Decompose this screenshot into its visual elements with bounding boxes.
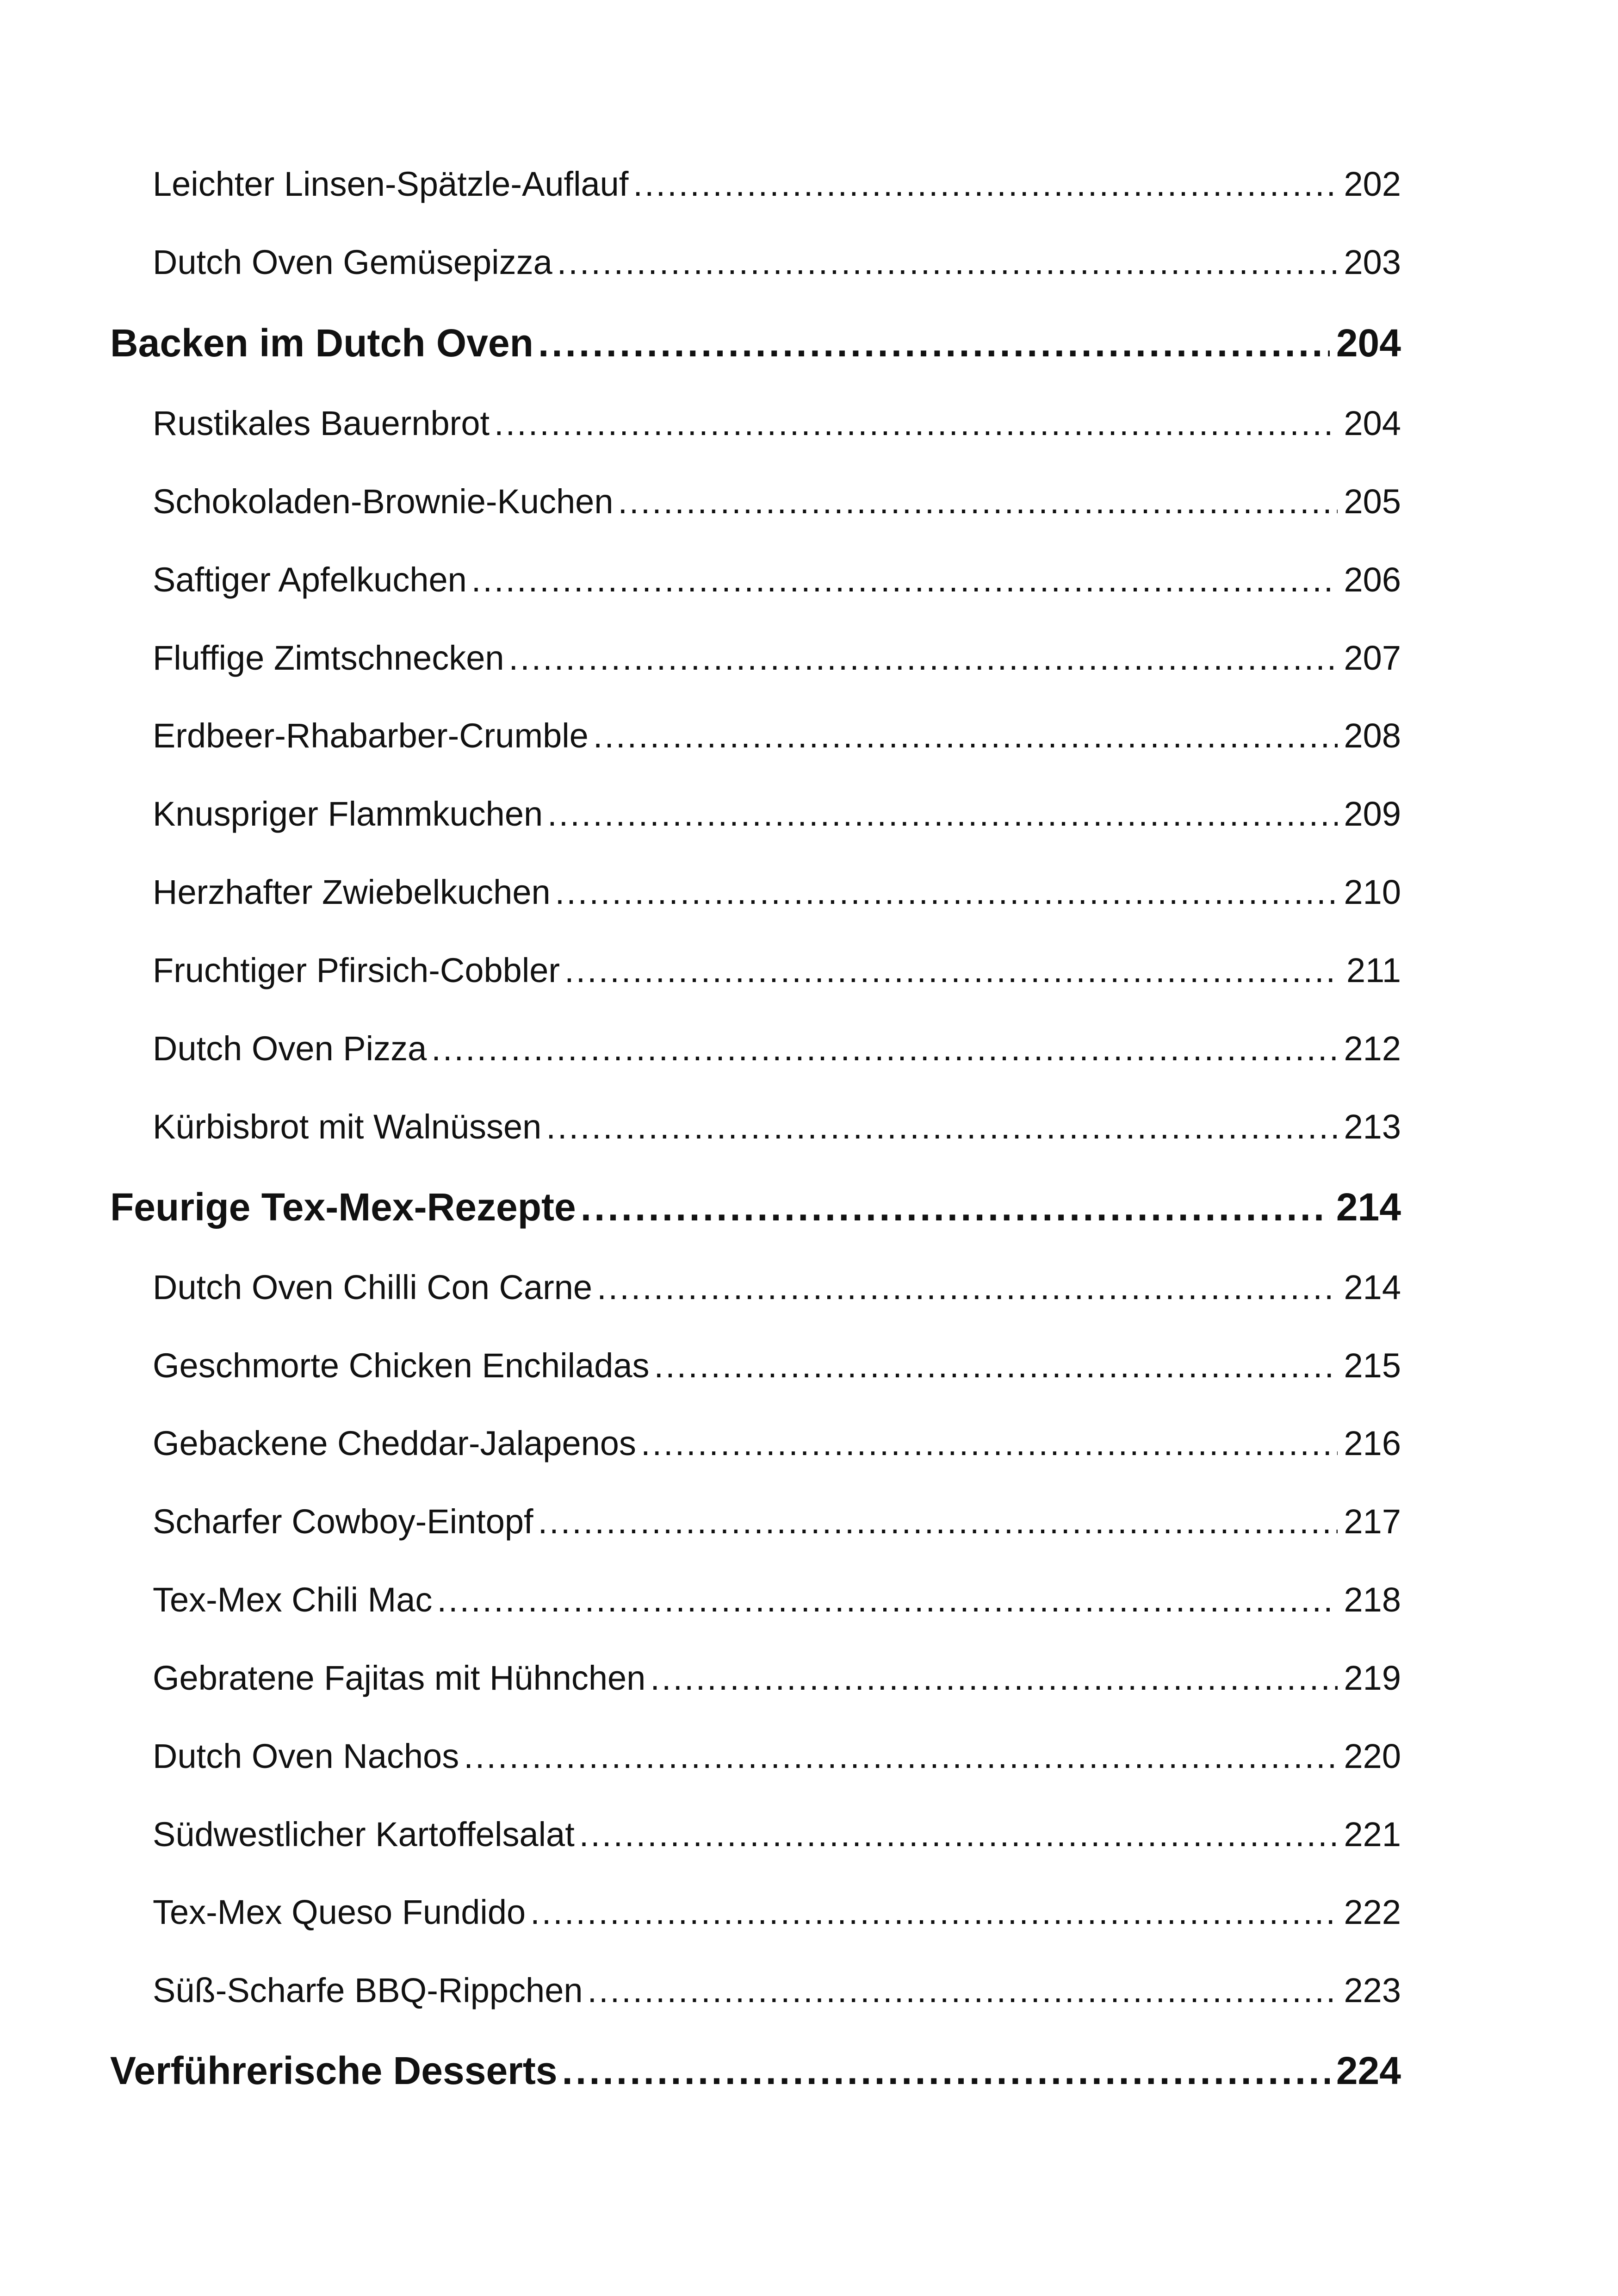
toc-entry-title: Tex-Mex Queso Fundido [153,1893,526,1931]
toc-entry-title: Scharfer Cowboy-Eintopf [153,1502,533,1541]
dot-leader [579,1815,1338,1854]
dot-leader [538,1502,1338,1541]
toc-entry-page: 205 [1344,482,1401,521]
toc-entry [153,404,1401,443]
toc-entry-page: 215 [1344,1346,1401,1385]
toc-entry-title: Tex-Mex Chili Mac [153,1580,433,1619]
toc-section-title: Verführerische Desserts [110,2049,558,2092]
toc-entry [153,1815,1401,1854]
toc-section [110,321,1401,366]
toc-entry [153,716,1401,755]
toc-entry [153,560,1401,599]
toc-entry-page: 203 [1344,243,1401,281]
toc-section [110,1185,1401,1230]
toc-entry-page: 218 [1344,1580,1401,1619]
toc-entry [153,794,1401,834]
dot-leader [562,2048,1330,2093]
dot-leader [530,1892,1337,1932]
toc-entry-page: 214 [1344,1268,1401,1307]
dot-leader [581,1185,1330,1230]
dot-leader [557,243,1338,282]
toc-entry-page: 204 [1344,404,1401,442]
toc-entry-page: 223 [1344,1971,1401,2010]
toc-entry [153,482,1401,521]
dot-leader [494,404,1337,443]
toc-entry-page: 212 [1344,1029,1401,1068]
toc-entry-page: 208 [1344,716,1401,755]
toc-entry-title: Geschmorte Chicken Enchiladas [153,1346,650,1385]
toc-entry-title: Dutch Oven Chilli Con Carne [153,1268,593,1307]
toc-entry-page: 213 [1344,1108,1401,1146]
toc-section-title: Backen im Dutch Oven [110,321,533,365]
dot-leader [464,1736,1337,1776]
toc-entry [153,872,1401,912]
toc-entry-title: Dutch Oven Pizza [153,1029,427,1068]
toc-entry-page: 210 [1344,873,1401,911]
toc-entry-title: Gebackene Cheddar-Jalapenos [153,1424,636,1462]
dot-leader [546,1107,1337,1146]
toc-entry [153,164,1401,204]
toc-section-page: 204 [1336,321,1401,365]
toc-entry [153,638,1401,678]
toc-entry-page: 221 [1344,1815,1401,1854]
dot-leader [654,1346,1338,1385]
toc-entry-title: Herzhafter Zwiebelkuchen [153,873,551,911]
toc-entry-page: 219 [1344,1659,1401,1697]
toc-section-title: Feurige Tex-Mex-Rezepte [110,1185,576,1229]
dot-leader [618,482,1338,521]
toc-section-page: 224 [1336,2049,1401,2092]
toc-entry [153,1892,1401,1932]
toc-entry-page: 202 [1344,165,1401,203]
toc-entry-page: 220 [1344,1737,1401,1775]
toc-entry-page: 207 [1344,639,1401,677]
dot-leader [538,321,1330,366]
toc-entry-title: Fruchtiger Pfirsich-Cobbler [153,951,560,989]
toc-entry [153,243,1401,282]
toc-entry-title: Rustikales Bauernbrot [153,404,490,442]
toc-entry-title: Dutch Oven Gemüsepizza [153,243,552,281]
toc-entry [153,1736,1401,1776]
dot-leader [471,560,1338,599]
toc-entry [153,1502,1401,1541]
toc-entry-title: Saftiger Apfelkuchen [153,560,467,599]
toc-entry-title: Kürbisbrot mit Walnüssen [153,1108,542,1146]
toc-entry-title: Leichter Linsen-Spätzle-Auflauf [153,165,629,203]
toc-entry [153,1346,1401,1385]
dot-leader [547,794,1337,834]
toc-entry [153,1029,1401,1068]
toc-entry [153,1971,1401,2010]
toc-entry-page: 206 [1344,560,1401,599]
toc-entry-title: Süß-Scharfe BBQ-Rippchen [153,1971,583,2010]
dot-leader [564,951,1340,990]
dot-leader [437,1580,1337,1619]
toc-entry [153,1268,1401,1307]
toc-entry-page: 222 [1344,1893,1401,1931]
dot-leader [641,1424,1338,1463]
toc-section [110,2048,1401,2093]
toc-entry [153,1580,1401,1619]
toc-entry-title: Fluffige Zimtschnecken [153,639,504,677]
toc-entry [153,1107,1401,1146]
toc-entry [153,1424,1401,1463]
dot-leader [555,872,1338,912]
toc-entry-page: 217 [1344,1502,1401,1541]
toc-section-page: 214 [1336,1185,1401,1229]
dot-leader [633,164,1337,204]
dot-leader [650,1658,1337,1698]
toc-entry-title: Schokoladen-Brownie-Kuchen [153,482,614,521]
dot-leader [588,1971,1338,2010]
toc-entry-page: 211 [1346,951,1401,989]
toc-entry-title: Knuspriger Flammkuchen [153,795,543,833]
toc-entry [153,951,1401,990]
toc-entry-page: 209 [1344,795,1401,833]
toc-entry-title: Erdbeer-Rhabarber-Crumble [153,716,589,755]
dot-leader [431,1029,1337,1068]
dot-leader [593,716,1338,755]
toc-entry-page: 216 [1344,1424,1401,1462]
toc-entry-title: Gebratene Fajitas mit Hühnchen [153,1659,646,1697]
toc-entry-title: Dutch Oven Nachos [153,1737,459,1775]
toc-entry-title: Südwestlicher Kartoffelsalat [153,1815,575,1854]
dot-leader [597,1268,1337,1307]
toc-entry [153,1658,1401,1698]
dot-leader [509,638,1338,678]
